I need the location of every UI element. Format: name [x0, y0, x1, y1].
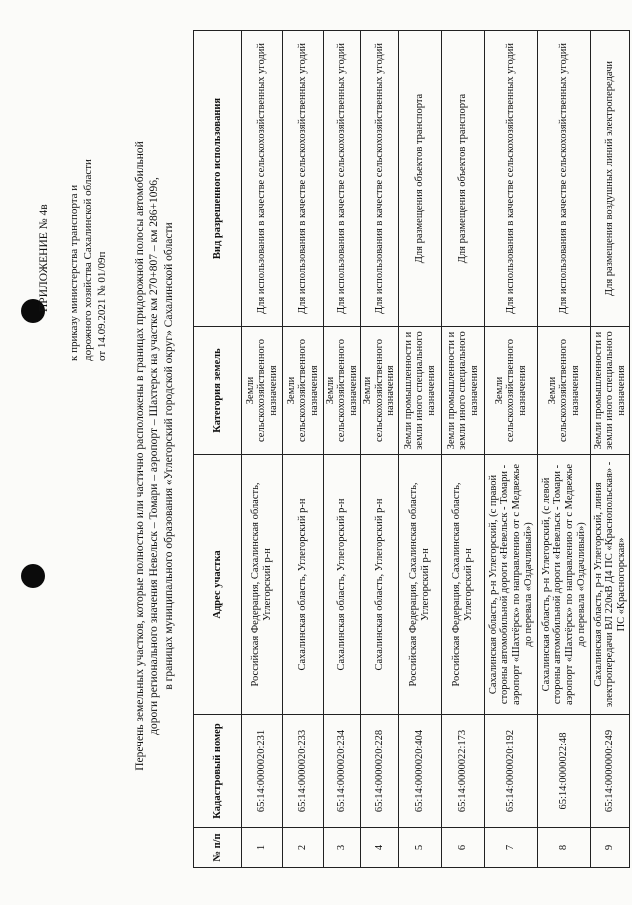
cell-num: 6 — [442, 828, 485, 868]
appendix-title: ПРИЛОЖЕНИЕ № 4в — [38, 204, 50, 312]
cell-num: 4 — [361, 828, 399, 868]
order-ref-line-2: дорожного хозяйства Сахалинской области — [82, 159, 94, 361]
land-table-wrapper — [193, 31, 627, 868]
cell-address: Сахалинская область, Углегорский р-н — [283, 455, 324, 715]
cell-category: Земли сельскохозяйственного назначения — [361, 327, 399, 455]
cell-usage: Для использования в качестве сельскохозяйственных угодий — [538, 31, 591, 327]
cell-category: Земли сельскохозяйственного назначения — [324, 327, 361, 455]
cell-usage: Для размещения объектов транспорта — [399, 31, 442, 327]
cell-address: Российская Федерация, Сахалинская область, Углегорский р-н — [442, 455, 485, 715]
cell-cadastral: 65:14:0000022:173 — [442, 715, 485, 828]
table-row — [442, 31, 485, 868]
order-ref-line-1: к приказу министерства транспорта и — [68, 184, 80, 361]
title-line-3: в границах муниципального образования «Углегорский городской округ» Сахалинской области — [162, 222, 175, 690]
cell-cadastral: 65:14:0000020:231 — [242, 715, 283, 828]
cell-category: Земли сельскохозяйственного назначения — [538, 327, 591, 455]
cell-cadastral: 65:14:0000020:404 — [399, 715, 442, 828]
cell-address: Сахалинская область, Углегорский р-н — [361, 455, 399, 715]
cell-usage: Для размещения воздушных линий электропередачи — [591, 31, 630, 327]
cell-usage: Для использования в качестве сельскохозяйственных угодий — [324, 31, 361, 327]
cell-num: 9 — [591, 828, 630, 868]
cell-cadastral: 65:14:0000020:228 — [361, 715, 399, 828]
table-row — [399, 31, 442, 868]
header-cadastral: Кадастровый номер — [194, 715, 242, 828]
punch-hole-bottom — [21, 564, 45, 588]
cell-address: Российская Федерация, Сахалинская область, Углегорский р-н — [399, 455, 442, 715]
table-body — [242, 31, 630, 868]
cell-cadastral: 65:14:0000000:249 — [591, 715, 630, 828]
cell-address: Сахалинская область, р-н Углегорский, (с правой стороны автомобильной дороги «Невельск - Томари - аэропорт «Шахтёрск» по направлению от с Медвежье до перевала «Оздачливый») — [485, 455, 538, 715]
cell-cadastral: 65:14:0000020:233 — [283, 715, 324, 828]
cell-address: Сахалинская область, Углегорский р-н — [324, 455, 361, 715]
cell-usage: Для использования в качестве сельскохозяйственных угодий — [283, 31, 324, 327]
table-row — [485, 31, 538, 868]
cell-category: Земли сельскохозяйственного назначения — [242, 327, 283, 455]
cell-address: Сахалинская область, р-н Углегорский, линия электропередачи ВЛ 220кВ Д4 ПС «Краснопольская» - ПС «Красногорская» — [591, 455, 630, 715]
header-usage: Вид разрешенного использования — [194, 31, 242, 327]
table-header-row — [194, 31, 242, 868]
cell-num: 8 — [538, 828, 591, 868]
cell-cadastral: 65:14:0000022:48 — [538, 715, 591, 828]
order-reference — [67, 159, 109, 361]
order-ref-line-3: от 14.09.2021 № 01/09п — [96, 251, 108, 361]
cell-cadastral: 65:14:0000020:234 — [324, 715, 361, 828]
table-row — [591, 31, 630, 868]
cell-category: Земли промышленности и земли иного специального назначения — [399, 327, 442, 455]
cell-cadastral: 65:14:0000020:192 — [485, 715, 538, 828]
cell-num: 7 — [485, 828, 538, 868]
cell-usage: Для использования в качестве сельскохозяйственных угодий — [242, 31, 283, 327]
header-category: Категория земель — [194, 327, 242, 455]
cell-num: 1 — [242, 828, 283, 868]
cell-category: Земли промышленности и земли иного специального назначения — [442, 327, 485, 455]
cell-num: 2 — [283, 828, 324, 868]
document-title — [133, 12, 176, 900]
header-num: № п/п — [194, 828, 242, 868]
cell-num: 5 — [399, 828, 442, 868]
cell-usage: Для использования в качестве сельскохозяйственных угодий — [361, 31, 399, 327]
cell-category: Земли сельскохозяйственного назначения — [283, 327, 324, 455]
land-plots-table — [193, 30, 630, 868]
cell-category: Земли сельскохозяйственного назначения — [485, 327, 538, 455]
cell-usage: Для размещения объектов транспорта — [442, 31, 485, 327]
table-row — [538, 31, 591, 868]
title-line-2: дороги регионального значения Невельск – Томари – аэропорт – Шахтерск на участке км 270+807 – км 286+1096, — [148, 177, 161, 735]
cell-num: 3 — [324, 828, 361, 868]
table-row — [242, 31, 283, 868]
cell-usage: Для использования в качестве сельскохозяйственных угодий — [485, 31, 538, 327]
cell-address: Российская Федерация, Сахалинская область, Углегорский р-н — [242, 455, 283, 715]
header-address: Адрес участка — [194, 455, 242, 715]
cell-address: Сахалинская область, р-н Углегорский, (с левой стороны автомобильной дороги «Невельск - Томари - аэропорт «Шахтёрск» по направлению от с Медвежье до перевала «Оздачливый») — [538, 455, 591, 715]
table-row — [283, 31, 324, 868]
title-line-1: Перечень земельных участков, которые полностью или частично расположены в границах придорожной полосы автомобильной — [134, 141, 146, 771]
table-row — [361, 31, 399, 868]
cell-category: Земли промышленности и земли иного специального назначения — [591, 327, 630, 455]
table-row — [324, 31, 361, 868]
